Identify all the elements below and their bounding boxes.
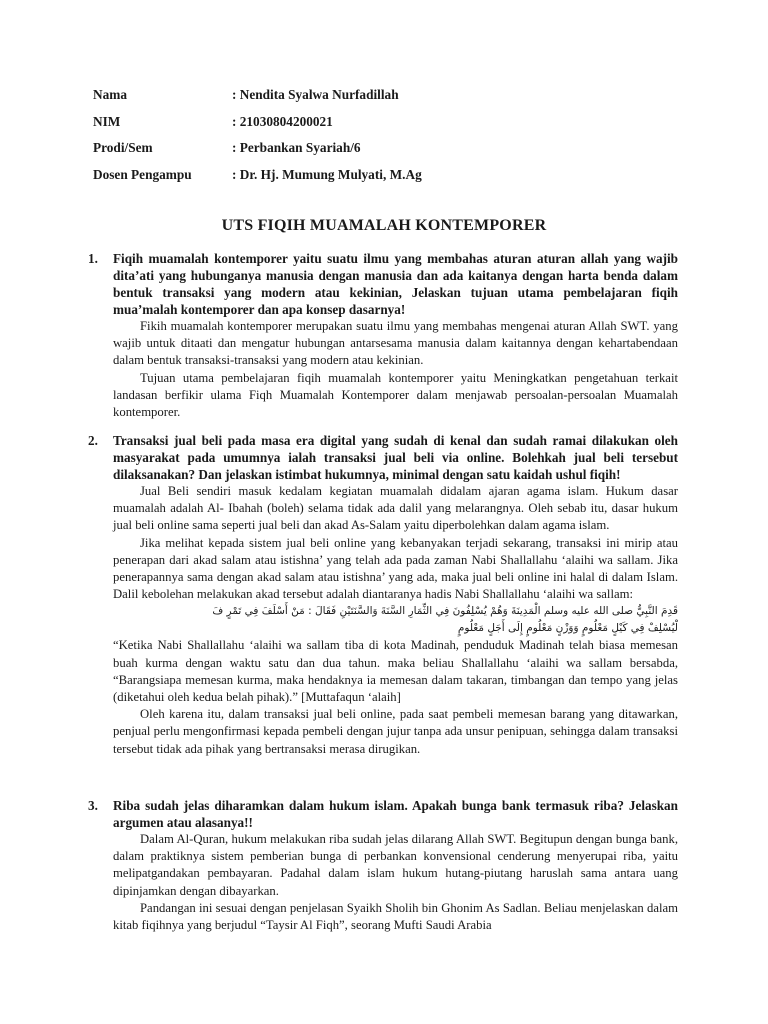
answer [113, 831, 678, 934]
identity-value: : Nendita Syalwa Nurfadillah [232, 87, 399, 102]
identity-label: NIM [93, 113, 121, 129]
hadith-arabic-line: قَدِمَ النَّبِيُّ صلى الله عليه وسلم الْمَدِينَةَ وَهُمْ يُسْلِفُونَ فِي الثِّمَارِ السَّنَةَ وَالسَّنَتَيْنِ فَقَالَ : مَنْ أَسْلَفَ فِي تَمْرٍ فَ [212, 605, 678, 618]
identity-row-dosen [93, 166, 653, 193]
question-text: Transaksi jual beli pada masa era digital yang sudah di kenal dan sudah ramai dilakukan oleh masyarakat pada umumnya ialah transaksi jual beli via online. Bolehkah jual beli tersebut dilaksanakan? Dan jelaskan istimbat hukumnya, minimal dengan satu kaidah ushul fiqih! [113, 433, 678, 482]
answer [113, 637, 678, 757]
question-number: 2. [88, 433, 98, 448]
question-heading [88, 797, 678, 831]
question-number: 1. [88, 251, 98, 266]
question-1 [88, 250, 678, 421]
identity-label: Nama [93, 87, 127, 102]
question-number: 3. [88, 798, 98, 813]
question-text: Fiqih muamalah kontemporer yaitu suatu ilmu yang membahas aturan aturan allah yang wajib dita’ati yang hubunganya manusia dengan manusia dan ada kaitanya dengan harta benda dalam bentuk transaksi yang modern atau kekinian, Jelaskan tujuan utama pembelajaran fiqih mua’malah kontemporer dan apa konsep dasarnya! [113, 251, 678, 317]
identity-label: Prodi/Sem [93, 140, 153, 155]
answer-paragraph: Dalam Al-Quran, hukum melakukan riba sudah jelas dilarang Allah SWT. Begitupun dengan bunga bank, dalam praktiknya sistem pemberian bunga di perbankan konvensional cenderung menyerupai riba, yaitu melipatgandakan pembayaran. Padahal dalam islam hukum hutang-piutang haruslah sama antara uang dipinjamkan dengan dibayarkan. [113, 832, 678, 898]
identity-label: Dosen Pengampu [93, 166, 192, 182]
document-title: UTS FIQIH MUAMALAH KONTEMPORER [221, 217, 547, 234]
question-3 [88, 797, 678, 934]
question-text: Riba sudah jelas diharamkan dalam hukum islam. Apakah bunga bank termasuk riba? Jelaskan argumen atau alasanya!! [113, 798, 678, 830]
identity-row-prodi [93, 139, 653, 166]
answer-paragraph: Fikih muamalah kontemporer merupakan suatu ilmu yang membahas mengenai aturan Allah SWT. yang wajib untuk ditaati dan mengatur hubungan antarsesama manusia dalam kaitannya dengan kehartabendaan dalam bentuk transaksi-transaksi yang modern atau kekinian. [113, 319, 678, 368]
answer [113, 318, 678, 421]
identity-row-name [93, 86, 653, 113]
identity-row-nim [93, 113, 653, 140]
hadith-arabic-line: لْيُسْلِفْ فِي كَيْلٍ مَعْلُومٍ وَوَزْنٍ مَعْلُومٍ إِلَى أَجَلٍ مَعْلُومٍ [457, 622, 678, 635]
answer-paragraph: Oleh karena itu, dalam transaksi jual beli online, pada saat pembeli memesan barang yang ditawarkan, penjual perlu mengonfirmasi kepada pembeli dengan jujur tanpa ada unsur penipuan, sehingga dalam transaksi tersebut tidak ada pihak yang bertransaksi merasa dirugikan. [113, 707, 678, 756]
question-heading [88, 250, 678, 318]
hadith-translation: “Ketika Nabi Shallallahu ‘alaihi wa sallam tiba di kota Madinah, penduduk Madinah telah biasa memesan buah kurma dengan waktu satu dan dua tahun. maka beliau Shallallahu ‘alaihi wa sallam bersabda, “Barangsiapa memesan kurma, maka hendaknya ia memesan dalam takaran, timbangan dan tempo yang jelas (diketahui oleh kedua belah pihak).” [Muttafaqun ‘alaih] [113, 638, 678, 705]
answer-paragraph: Jika melihat kepada sistem jual beli online yang kebanyakan terjadi sekarang, transaksi ini mirip atau penerapan dari akad salam atau istishna’ yang telah ada pada zaman Nabi Shallallahu ‘alaihi wa sallam. Jika penerapannya sama dengan akad salam atau istishna’ yang ada, maka jual beli online ini halal di dalam Islam. Dalil kebolehan melakukan akad tersebut adalah diantaranya hadis Nabi Shallallahu ‘alaihi wa sallam: [113, 535, 678, 602]
student-identity [93, 86, 653, 192]
identity-value: : Perbankan Syariah/6 [232, 140, 361, 155]
identity-value: : 21030804200021 [232, 113, 333, 129]
answer-paragraph: Tujuan utama pembelajaran fiqih muamalah kontemporer yaitu Meningkatkan pengetahuan terkait landasan berfikir ulama Fiqh Muamalah Kontemporer dalam menjawab persoalan-persoalan Muamalah kontemporer. [113, 370, 678, 420]
answer-paragraph: Pandangan ini sesuai dengan penjelasan Syaikh Sholih bin Ghonim As Sadlan. Beliau menjelaskan dalam kitab fiqihnya yang berjudul “Taysir Al Fiqh”, seorang Mufti Saudi Arabia [113, 900, 678, 933]
answer-paragraph: Jual Beli sendiri masuk kedalam kegiatan muamalah didalam ajaran agama islam. Hukum dasar muamalah adalah Al- Ibahah (boleh) selama tidak ada dalil yang melarangnya. Oleh sebab itu, dasar hukum jual beli online sama seperti jual beli dan akad As-Salam yaitu diperbolehkan dalam agama islam. [113, 484, 678, 533]
identity-value: : Dr. Hj. Mumung Mulyati, M.Ag [232, 166, 422, 182]
question-2 [88, 432, 678, 758]
question-heading [88, 432, 678, 483]
answer [113, 483, 678, 603]
